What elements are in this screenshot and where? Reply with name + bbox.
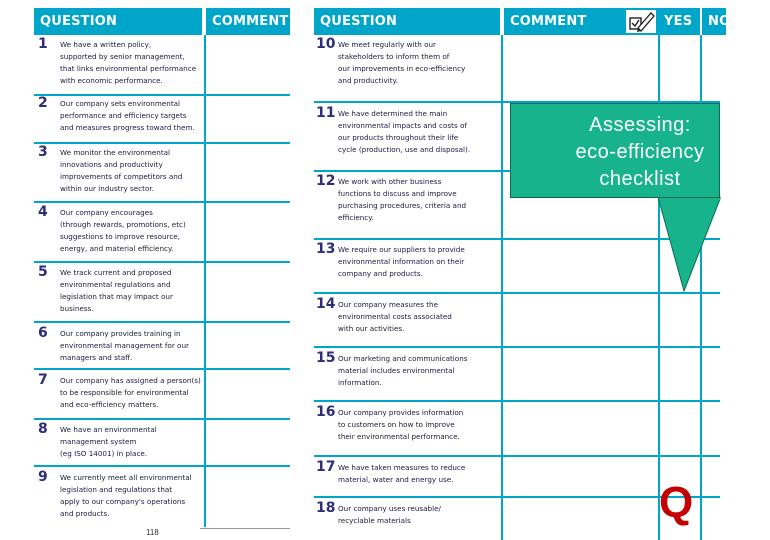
question-number: 2	[38, 95, 48, 111]
question-row-11	[316, 105, 502, 156]
left-column-divider	[204, 35, 206, 527]
question-number: 16	[316, 404, 336, 420]
question-number: 9	[38, 469, 48, 485]
question-text: Our marketing and communications material includes environmental information.	[338, 354, 468, 387]
question-row-9	[38, 469, 204, 520]
question-row-10	[316, 36, 502, 87]
yes-header	[658, 8, 700, 35]
question-number: 5	[38, 264, 48, 280]
row-divider	[34, 261, 290, 263]
page-number: 118	[146, 528, 159, 537]
question-row-8	[38, 421, 204, 460]
question-number: 6	[38, 325, 48, 341]
right-comment-header-label: COMMENT	[510, 14, 587, 29]
question-row-2	[38, 95, 204, 134]
question-text: We track current and proposed environmental regulations and legislation that may impact our business.	[60, 268, 173, 313]
question-text: Our company has assigned a person(s) to be responsible for environmental and eco-efficiency matters.	[60, 376, 201, 409]
left-comment-header	[206, 8, 290, 35]
left-page	[0, 0, 290, 540]
question-text: We require our suppliers to provide environmental information on their company and products.	[338, 245, 465, 278]
row-divider	[34, 418, 290, 420]
question-text: Our company provides training in environmental management for our managers and staff.	[60, 329, 189, 362]
question-text: We have taken measures to reduce material, water and energy use.	[338, 463, 466, 484]
question-text: We monitor the environmental innovations and productivity improvements of competitors and within our industry sector.	[60, 148, 183, 193]
question-number: 12	[316, 173, 336, 189]
right-comment-header	[504, 8, 624, 35]
question-row-4	[38, 204, 204, 255]
question-text: Our company encourages (through rewards, promotions, etc) suggestions to improve resource, energy, and material efficiency.	[60, 208, 186, 253]
callout-pointer	[640, 197, 720, 293]
footer-rule	[200, 528, 290, 529]
right-question-header-label: QUESTION	[320, 14, 398, 29]
question-text: Our company measures the environmental costs associated with our activities.	[338, 300, 452, 333]
row-divider	[34, 465, 290, 467]
row-divider	[314, 400, 720, 402]
row-divider	[314, 346, 720, 348]
question-row-7	[38, 372, 204, 411]
left-question-header-label: QUESTION	[40, 14, 118, 29]
question-text: We have an environmental management system (eg ISO 14001) in place.	[60, 425, 157, 458]
question-text: We have a written policy, supported by senior management, that links environmental performance with economic performance.	[60, 40, 197, 85]
question-number: 15	[316, 350, 336, 366]
question-number: 8	[38, 421, 48, 437]
left-comment-header-label: COMMENT	[212, 14, 289, 29]
question-number: 4	[38, 204, 48, 220]
question-row-1	[38, 36, 204, 87]
no-header-label: NO	[708, 14, 731, 29]
question-row-18	[316, 500, 502, 527]
no-header	[702, 8, 731, 35]
question-row-12	[316, 173, 502, 224]
pen-checkbox-icon	[626, 8, 656, 35]
question-text: Our company uses reusable/ recyclable materials	[338, 504, 441, 525]
question-row-6	[38, 325, 204, 364]
question-text: We have determined the main environmental impacts and costs of our products throughout their life cycle (production, use and disposal).	[338, 109, 471, 154]
row-divider	[34, 368, 290, 370]
question-row-14	[316, 296, 502, 335]
question-number: 13	[316, 241, 336, 257]
corner-q-letter: Q	[659, 478, 694, 527]
question-text: We work with other business functions to discuss and improve purchasing procedures, criteria and efficiency.	[338, 177, 467, 222]
question-row-3	[38, 144, 204, 195]
question-text: We currently meet all environmental legislation and regulations that apply to our company's operations and products.	[60, 473, 192, 518]
question-number: 14	[316, 296, 336, 312]
question-row-13	[316, 241, 502, 280]
callout-title-text: Assessing: eco-efficiency checklist	[575, 114, 705, 190]
yes-header-label: YES	[664, 14, 693, 29]
row-divider	[314, 455, 720, 457]
question-row-17	[316, 459, 502, 486]
right-question-header	[314, 8, 500, 35]
row-divider	[34, 321, 290, 323]
question-number: 18	[316, 500, 336, 516]
question-number: 1	[38, 36, 48, 52]
left-question-header	[34, 8, 202, 35]
question-row-16	[316, 404, 502, 443]
question-number: 17	[316, 459, 336, 475]
question-text: We meet regularly with our stakeholders to inform them of our improvements in eco-efficiency and productivity.	[338, 40, 466, 85]
question-number: 3	[38, 144, 48, 160]
row-divider	[34, 201, 290, 203]
question-row-15	[316, 350, 502, 389]
question-number: 10	[316, 36, 336, 52]
question-text: Our company sets environmental performance and efficiency targets and measures progress toward them.	[60, 99, 195, 132]
question-number: 11	[316, 105, 336, 121]
question-row-5	[38, 264, 204, 315]
question-text: Our company provides information to customers on how to improve their environmental performance.	[338, 408, 464, 441]
question-number: 7	[38, 372, 48, 388]
